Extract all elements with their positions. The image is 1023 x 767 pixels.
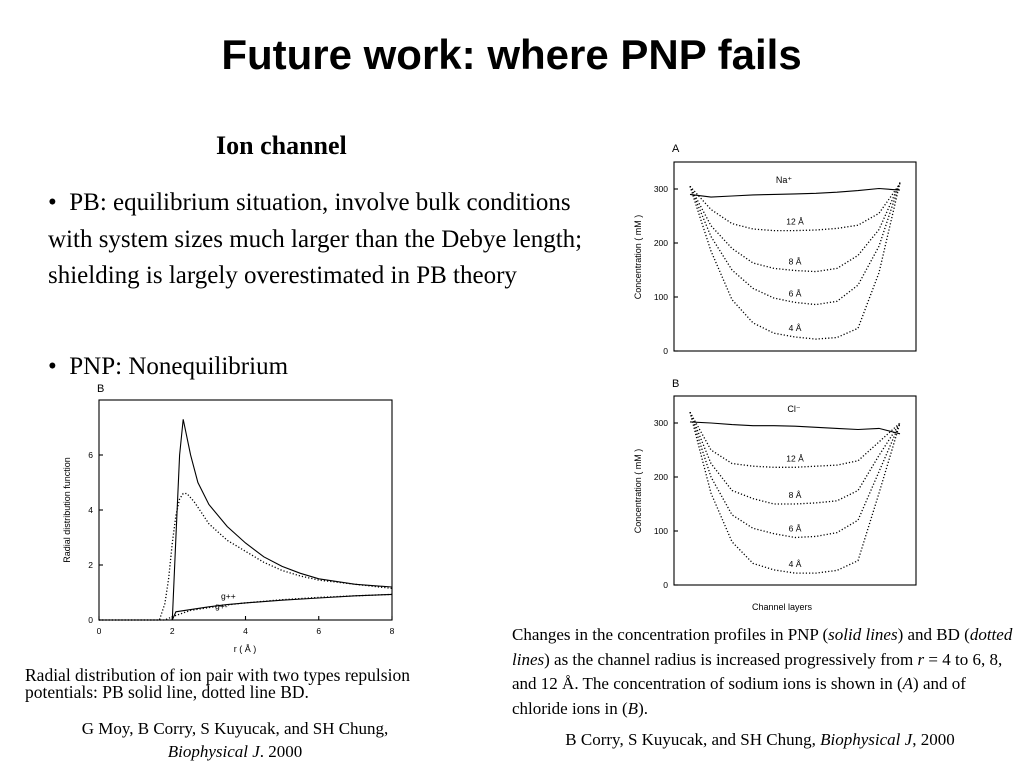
y-tick-label: 4: [88, 505, 93, 515]
section-heading: Ion channel: [216, 131, 347, 160]
bullet-pb: [48, 185, 583, 295]
annotation-g-plus-minus: g+-: [215, 601, 228, 611]
citation-authors: B Corry, S Kuyucak, and SH Chung,: [565, 730, 821, 749]
slide-title: Future work: where PNP fails: [221, 31, 802, 78]
cl-ion-label: Cl⁻: [787, 404, 801, 414]
y-tick-label: 0: [88, 615, 93, 625]
left-figure-caption: Radial distribution of ion pair with two types repulsion potentials: PB solid line, dotted line BD.: [25, 665, 410, 702]
series-6a: [690, 412, 900, 537]
right-figure-citation: [500, 730, 1020, 750]
citation-authors: G Moy, B Corry, S Kuyucak, and SH Chung,: [81, 719, 389, 738]
citation-year: , 2000: [912, 730, 955, 749]
cl-y-label: Concentration ( mM ): [633, 448, 643, 534]
citation-journal: Biophysical J: [167, 742, 260, 761]
x-tick-label: 0: [96, 626, 102, 636]
caption-italic: A: [902, 674, 914, 693]
rdf-panel-label: B: [97, 383, 105, 395]
radius-label: 4 Å: [788, 322, 802, 333]
x-tick-label: 8: [389, 626, 395, 636]
y-tick-label: 200: [653, 238, 668, 248]
caption-italic: dotted lines: [512, 625, 1013, 669]
x-tick-label: 2: [169, 626, 175, 636]
y-tick-label: 2: [88, 560, 93, 570]
series-6a: [690, 183, 900, 305]
caption-text: ).: [638, 698, 648, 718]
right-figure-caption: [512, 623, 1022, 721]
cl-concentration-chart: [628, 374, 928, 619]
radius-label: 8 Å: [788, 490, 802, 500]
citation-year: . 2000: [259, 742, 303, 761]
x-tick-label: 4: [243, 626, 248, 636]
y-tick-label: 100: [653, 292, 668, 302]
caption-text: ) as the channel radius is increased progressively from: [544, 649, 918, 669]
y-tick-label: 0: [663, 580, 668, 590]
radius-label: 6 Å: [788, 523, 802, 534]
caption-italic: solid lines: [828, 625, 898, 644]
y-tick-label: 300: [653, 184, 668, 194]
series-pnp: [690, 189, 900, 198]
na-concentration-chart: [628, 140, 928, 355]
caption-text: = 4 to 6, 8, and 12 Å. The concentration of sodium ions is shown in (: [512, 649, 1003, 693]
na-ion-label: Na⁺: [775, 175, 793, 185]
radius-label: 12 Å: [786, 216, 804, 227]
caption-italic: r: [917, 649, 925, 669]
caption-text: ) and of chloride ions in (: [512, 674, 966, 718]
y-tick-label: 6: [88, 450, 93, 460]
rdf-plot-frame: [99, 400, 392, 620]
rdf-y-label: Radial distribution function: [62, 457, 72, 563]
y-tick-label: 0: [663, 346, 668, 356]
radius-label: 8 Å: [788, 256, 802, 267]
series-pnp: [690, 422, 900, 434]
series-g-plus-minus-dotted: [99, 494, 392, 621]
radius-label: 12 Å: [786, 453, 804, 464]
citation-journal: Biophysical J: [820, 730, 913, 749]
rdf-chart: [55, 377, 405, 667]
caption-text: ) and BD (: [897, 625, 970, 644]
x-tick-label: 6: [316, 626, 322, 636]
caption-text: Changes in the concentration profiles in PNP (: [512, 625, 829, 644]
radius-label: 6 Å: [788, 288, 802, 299]
radius-label: 4 Å: [788, 559, 802, 570]
cl-panel-label: B: [672, 378, 680, 390]
series-g-plus-minus-solid: [99, 419, 392, 620]
y-tick-label: 100: [653, 526, 668, 536]
caption-italic: B: [627, 698, 639, 718]
na-panel-label: A: [672, 143, 680, 155]
bullet-text: PNP: Nonequilibrium: [69, 353, 289, 380]
left-figure-citation: [30, 717, 440, 763]
bullet-marker: •: [48, 353, 57, 380]
y-tick-label: 200: [653, 472, 668, 482]
cl-x-label: Channel layers: [751, 602, 813, 612]
bullet-text: PB: equilibrium situation, involve bulk conditions with system sizes much larger than the Debye length; shielding is largely overestimated in PB theory: [48, 189, 583, 289]
annotation-g-plus-plus: g++: [221, 591, 236, 601]
na-y-label: Concentration ( mM ): [633, 214, 643, 300]
y-tick-label: 300: [653, 418, 668, 428]
bullet-marker: •: [48, 189, 57, 216]
rdf-x-label: r ( Å ): [233, 644, 257, 654]
